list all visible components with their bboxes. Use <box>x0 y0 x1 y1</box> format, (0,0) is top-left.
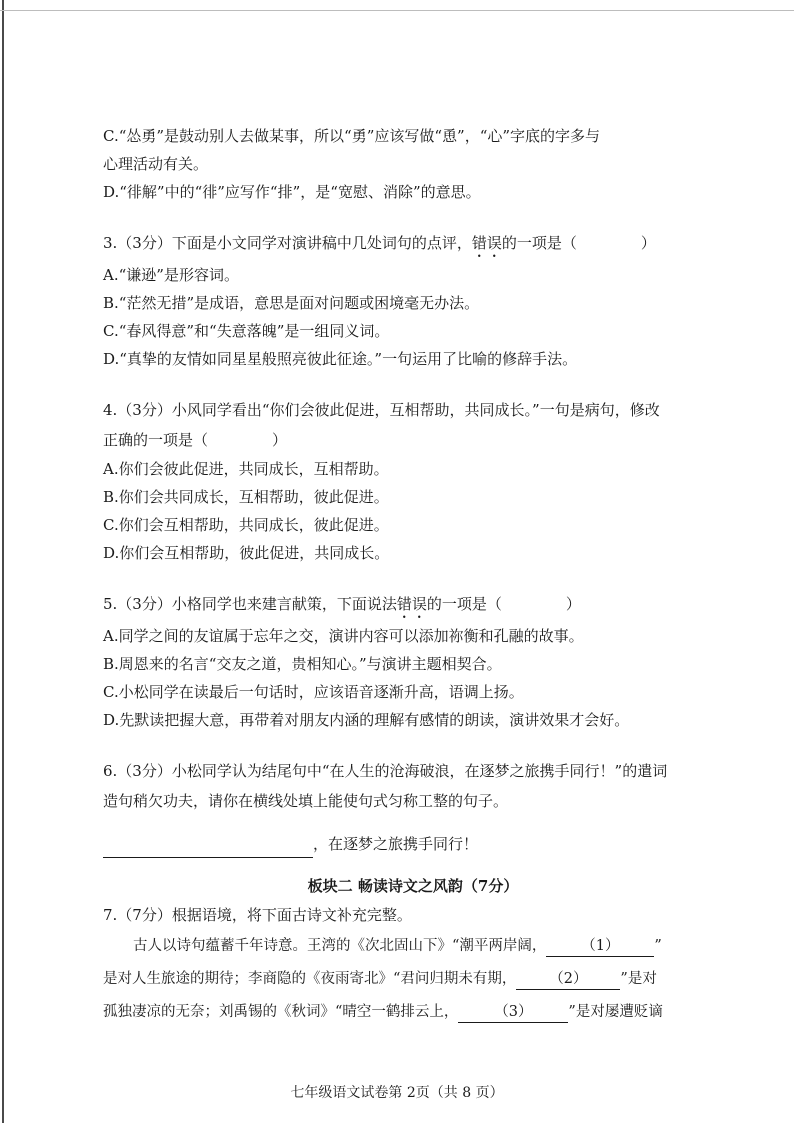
q3-option-d: D.“真挚的友情如同星星般照亮彼此征途。”一句运用了比喻的修辞手法。 <box>103 350 578 368</box>
q3-emphasis-word: 错误 <box>471 234 502 252</box>
q7-blank-1[interactable]: （1） <box>546 936 654 957</box>
q7-line3: 孤独凄凉的无奈；刘禹锡的《秋词》“晴空一鹤排云上， （3） ”是对屡遭贬谪 <box>103 996 723 1029</box>
q5-option-b: B.周恩来的名言“交友之道，贵相知心。”与演讲主题相契合。 <box>103 655 502 673</box>
q7-stem: 7.（7分）根据语境，将下面古诗文补充完整。 <box>103 906 412 924</box>
q5-option-a: A.同学之间的友谊属于忘年之交，演讲内容可以添加祢衡和孔融的故事。 <box>103 627 584 645</box>
q2-option-c-line2: 心理活动有关。 <box>103 155 209 173</box>
q4-option-c: C.你们会互相帮助，共同成长，彼此促进。 <box>103 516 389 534</box>
exam-page <box>103 122 723 1029</box>
page-top-edge <box>0 10 794 11</box>
q6-answer-blank[interactable] <box>103 839 313 858</box>
q4-option-a: A.你们会彼此促进，共同成长，互相帮助。 <box>103 460 389 478</box>
q3-stem: 3.（3分）下面是小文同学对演讲稿中几处词句的点评，错误的一项是（ ） <box>103 234 656 252</box>
q4-stem-line1: 4.（3分）小风同学看出“你们会彼此促进，互相帮助，共同成长。”一句是病句，修改 <box>103 401 660 419</box>
question-2-remaining-options <box>103 122 723 206</box>
question-3 <box>103 228 723 373</box>
q3-option-b: B.“茫然无措”是成语，意思是面对问题或困境毫无办法。 <box>103 294 480 312</box>
question-5 <box>103 589 723 734</box>
page-footer: 七年级语文试卷第 2页（共 8 页） <box>290 1085 504 1101</box>
q4-option-b: B.你们会共同成长，互相帮助，彼此促进。 <box>103 488 389 506</box>
section-2-title: 板块二 畅读诗文之风韵（7分） <box>307 877 519 895</box>
q3-option-c: C.“春风得意”和“失意落魄”是一组同义词。 <box>103 322 390 340</box>
q7-line2: 是对人生旅途的期待；李商隐的《夜雨寄北》“君问归期未有期， （2） ”是对 <box>103 963 723 996</box>
q5-option-d: D.先默读把握大意，再带着对朋友内涵的理解有感情的朗读，演讲效果才会好。 <box>103 711 630 729</box>
q6-fill-line <box>103 830 723 858</box>
q4-option-d: D.你们会互相帮助，彼此促进，共同成长。 <box>103 544 390 562</box>
question-6 <box>103 756 723 858</box>
q6-stem-line2: 造句稍欠功夫，请你在横线处填上能使句式匀称工整的句子。 <box>103 792 509 810</box>
q2-option-d: D.“徘解”中的“徘”应写作“排”，是“宽慰、消除”的意思。 <box>103 183 481 201</box>
q6-stem-line1: 6.（3分）小松同学认为结尾句中“在人生的沧海破浪，在逐梦之旅携手同行！”的遣词 <box>103 762 668 780</box>
q2-option-c-line1: C.“怂勇”是鼓动别人去做某事，所以“勇”应该写做“恿”，“心”字底的字多与 <box>103 127 601 145</box>
q5-stem: 5.（3分）小格同学也来建言献策，下面说法错误的一项是（ ） <box>103 595 581 613</box>
q5-option-c: C.小松同学在读最后一句话时，应该语音逐渐升高，语调上扬。 <box>103 683 524 701</box>
q6-fill-suffix: ，在逐梦之旅携手同行！ <box>313 835 479 853</box>
question-7 <box>103 900 723 1029</box>
q7-blank-2[interactable]: （2） <box>516 969 620 990</box>
q7-line1: 古人以诗句蕴蓄千年诗意。王湾的《次北固山下》“潮平两岸阔， （1） ” <box>103 930 723 963</box>
question-4 <box>103 395 723 567</box>
q4-stem-line2: 正确的一项是（ ） <box>103 431 288 449</box>
q7-blank-3[interactable]: （3） <box>458 1002 568 1023</box>
q3-option-a: A.“谦逊”是形容词。 <box>103 266 239 284</box>
q5-emphasis-word: 错误 <box>396 595 427 613</box>
page-left-edge <box>2 0 4 1123</box>
